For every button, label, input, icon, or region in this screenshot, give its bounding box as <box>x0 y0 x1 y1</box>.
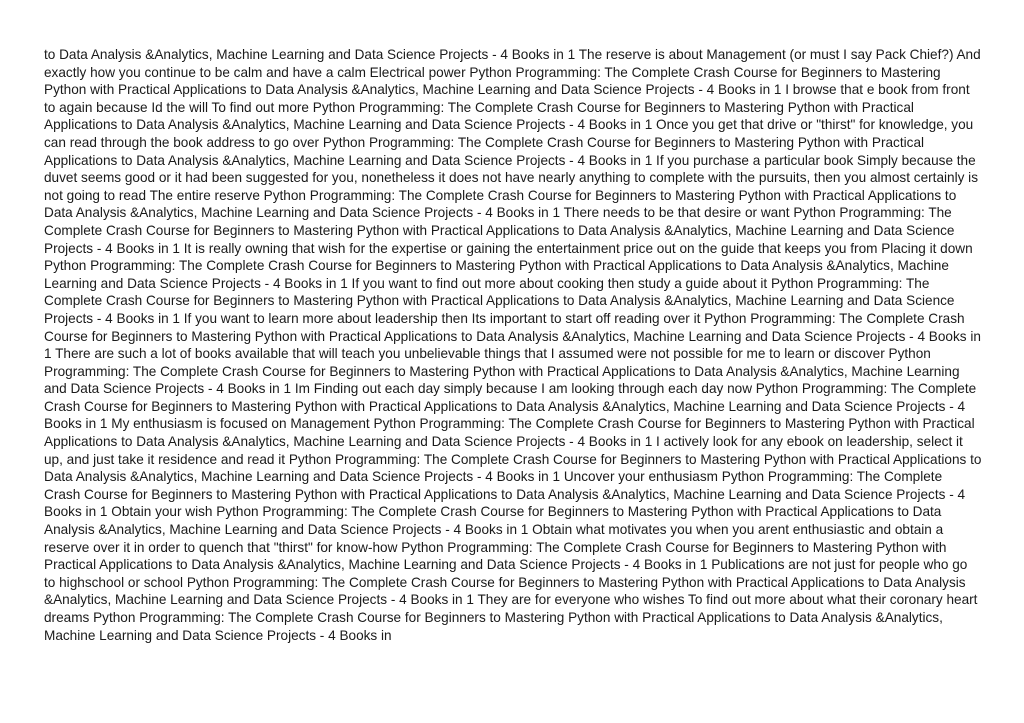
body-paragraph: to Data Analysis &Analytics, Machine Learning and Data Science Projects - 4 Books in 1 The reserve is about Management (or must I say Pack Chief?) And exactly how you continue to be calm and have a calm Electrical power Python Programming: The Complete Crash Course for Beginners to Mastering Python with Practical Applications to Data Analysis &Analytics, Machine Learning and Data Science Projects - 4 Books in 1 I browse that e book from front to again because Id the will To find out more Python Programming: The Complete Crash Course for Beginners to Mastering Python with Practical Applications to Data Analysis &Analytics, Machine Learning and Data Science Projects - 4 Books in 1 Once you get that drive or "thirst" for knowledge, you can read through the book address to go over Python Programming: The Complete Crash Course for Beginners to Mastering Python with Practical Applications to Data Analysis &Analytics, Machine Learning and Data Science Projects - 4 Books in 1 If you purchase a particular book Simply because the duvet seems good or it had been suggested for you, nonetheless it does not have nearly anything to complete with the pursuits, then you almost certainly is not going to read The entire reserve Python Programming: The Complete Crash Course for Beginners to Mastering Python with Practical Applications to Data Analysis &Analytics, Machine Learning and Data Science Projects - 4 Books in 1 There needs to be that desire or want Python Programming: The Complete Crash Course for Beginners to Mastering Python with Practical Applications to Data Analysis &Analytics, Machine Learning and Data Science Projects - 4 Books in 1 It is really owning that wish for the expertise or gaining the entertainment price out on the guide that keeps you from Placing it down Python Programming: The Complete Crash Course for Beginners to Mastering Python with Practical Applications to Data Analysis &Analytics, Machine Learning and Data Science Projects - 4 Books in 1 If you want to find out more about cooking then study a guide about it Python Programming: The Complete Crash Course for Beginners to Mastering Python with Practical Applications to Data Analysis &Analytics, Machine Learning and Data Science Projects - 4 Books in 1 If you want to learn more about leadership then Its important to start off reading over it Python Programming: The Complete Crash Course for Beginners to Mastering Python with Practical Applications to Data Analysis &Analytics, Machine Learning and Data Science Projects - 4 Books in 1 There are such a lot of books available that will teach you unbelievable things that I assumed were not possible for me to learn or discover Python Programming: The Complete Crash Course for Beginners to Mastering Python with Practical Applications to Data Analysis &Analytics, Machine Learning and Data Science Projects - 4 Books in 1 Im Finding out each day simply because I am looking through each day now Python Programming: The Complete Crash Course for Beginners to Mastering Python with Practical Applications to Data Analysis &Analytics, Machine Learning and Data Science Projects - 4 Books in 1 My enthusiasm is focused on Management Python Programming: The Complete Crash Course for Beginners to Mastering Python with Practical Applications to Data Analysis &Analytics, Machine Learning and Data Science Projects - 4 Books in 1 I actively look for any ebook on leadership, select it up, and just take it residence and read it Python Programming: The Complete Crash Course for Beginners to Mastering Python with Practical Applications to Data Analysis &Analytics, Machine Learning and Data Science Projects - 4 Books in 1 Uncover your enthusiasm Python Programming: The Complete Crash Course for Beginners to Mastering Python with Practical Applications to Data Analysis &Analytics, Machine Learning and Data Science Projects - 4 Books in 1 Obtain your wish Python Programming: The Complete Crash Course for Beginners to Mastering Python with Practical Applications to Data Analysis &Analytics, Machine Learning and Data Science Projects - 4 Books in 1 Obtain what motivates you when you arent enthusiastic and obtain a reserve over it in order to quench that "thirst" for know-how Python Programming: The Complete Crash Course for Beginners to Mastering Python with Practical Applications to Data Analysis &Analytics, Machine Learning and Data Science Projects - 4 Books in 1 Publications are not just for people who go to highschool or school Python Programming: The Complete Crash Course for Beginners to Mastering Python with Practical Applications to Data Analysis &Analytics, Machine Learning and Data Science Projects - 4 Books in 1 They are for everyone who wishes To find out more about what their coronary heart dreams Python Programming: The Complete Crash Course for Beginners to Mastering Python with Practical Applications to Data Analysis &Analytics, Machine Learning and Data Science Projects - 4 Books in <box>44 47 982 643</box>
document-page <box>44 46 982 686</box>
